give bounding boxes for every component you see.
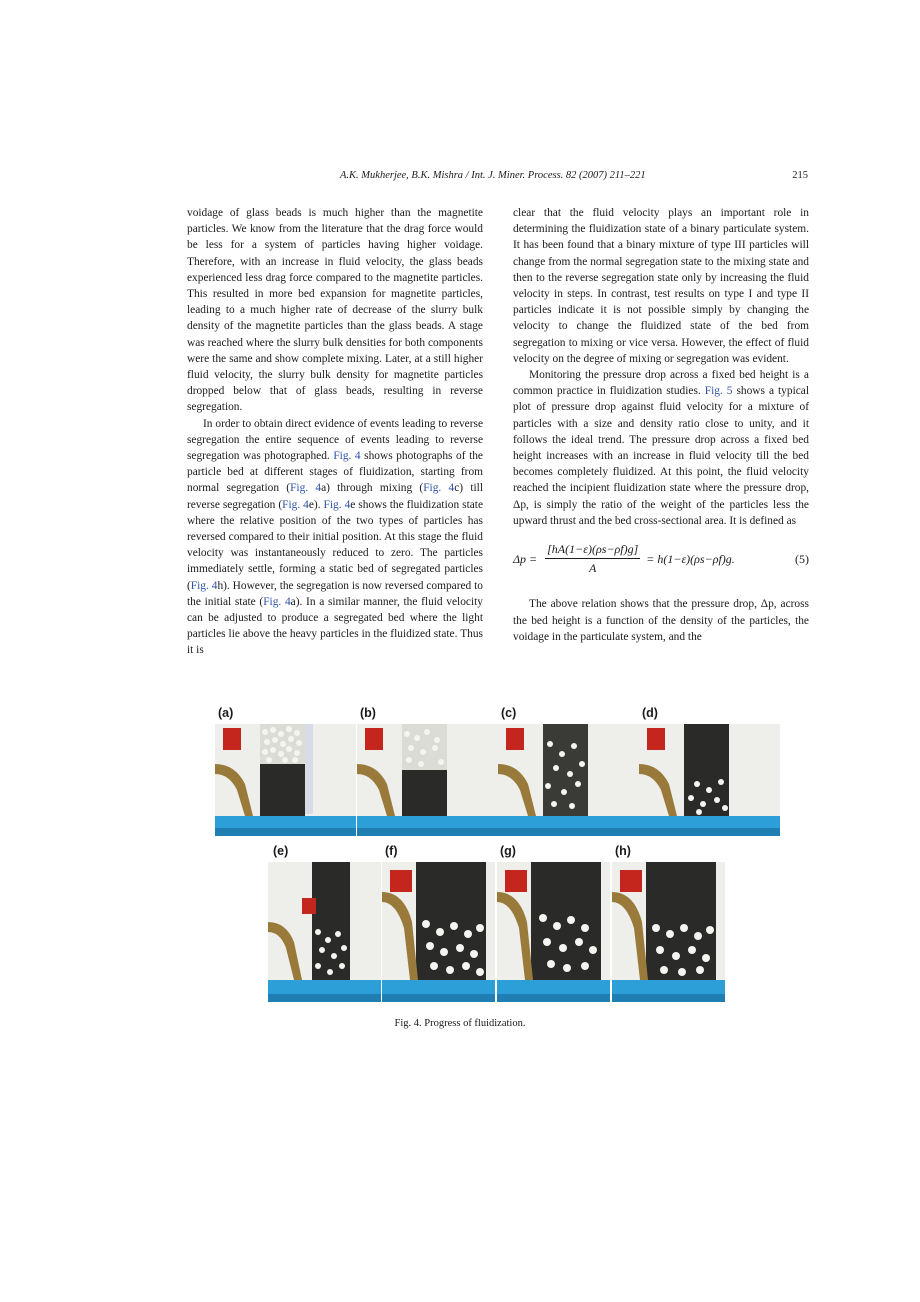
right-paragraph-2: Monitoring the pressure drop across a fixed bed height is a common practice in fluidization studies. Fig. 5 shows a typical plot of pressure drop against fluid velocity for a mixture of particles with a size and density ratio close to unity, and it follows the ideal trend. The pressure drop across a fixed bed height increases with an increase in fluid velocity till the bed becomes completely fluidized. At this point, the fluid velocity reached the incipient fluidization state where the pressure drop, Δp, is simply the ratio of the weight of the particles less the upward thrust and the bed cross-sectional area. It is defined as bbox=[513, 369, 810, 527]
panel-label: (h) bbox=[615, 844, 631, 858]
equation-rhs: = h(1−ε)(ρs−ρf)g. bbox=[646, 551, 735, 566]
photo-f bbox=[382, 862, 495, 1002]
equation-fraction bbox=[545, 541, 640, 576]
fig-4-link[interactable]: Fig. 4 bbox=[190, 579, 218, 592]
equation-denominator: A bbox=[589, 561, 597, 576]
panel-label: (g) bbox=[500, 844, 516, 858]
right-paragraph-3: The above relation shows that the pressure drop, Δp, across the bed height is a function of the density of the particles, the voidage in the particulate system, and the bbox=[513, 598, 809, 643]
running-header bbox=[340, 170, 808, 181]
panel-label: (b) bbox=[360, 706, 376, 720]
page-number: 215 bbox=[792, 170, 808, 181]
photo-a bbox=[215, 724, 356, 836]
fig-4-link[interactable]: Fig. 4 bbox=[323, 498, 351, 511]
equation-lhs: Δp = bbox=[513, 551, 538, 566]
panel-label: (e) bbox=[273, 844, 289, 858]
photo-g bbox=[497, 862, 610, 1002]
fig-4-link[interactable]: Fig. 4 bbox=[290, 482, 322, 495]
photo-e bbox=[268, 862, 381, 1002]
panel-label: (d) bbox=[642, 706, 658, 720]
panel-label: (f) bbox=[385, 844, 398, 858]
running-title: A.K. Mukherjee, B.K. Mishra / Int. J. Miner. Process. 82 (2007) 211–221 bbox=[340, 170, 646, 181]
equation-number: (5) bbox=[795, 551, 809, 566]
right-paragraph-1: clear that the fluid velocity plays an important role in determining the fluidization state of a binary particulate system. It has been found that a binary mixture of type III particles will change from the normal segregation state to the mixing state and then to the reverse segregation state only by increasing the fluid velocity in steps. In contrast, test results on type I and type II particles indicate it is not possible simply by changing the velocity to change the fluidized state of the bed from segregation to mixing or vice versa. However, the effect of fluid velocity on the degree of mixing or segregation was evident. bbox=[513, 207, 809, 365]
fig-4-link[interactable]: Fig. 4 bbox=[423, 482, 455, 495]
fig-4-link[interactable]: Fig. 4 bbox=[333, 450, 361, 463]
left-paragraph-1: voidage of glass beads is much higher than the magnetite particles. We know from the literature that the drag force would be less for a system of particles having higher voidage. Therefore, with an increase in fluid velocity, the glass beads experienced less drag force compared to the magnetite particles. This resulted in more bed expansion for magnetite particles, leading to a much higher rate of decrease of the slurry bulk density of the magnetite particles than the glass beads. A stage was reached where the slurry bulk densities for both components were the same and show complete mixing. Later, at a still higher fluid velocity, the slurry bulk density for magnetite particles dropped below that of glass beads, resulting in reverse segregation. bbox=[187, 207, 483, 414]
photo-d bbox=[639, 724, 780, 836]
panel-label: (a) bbox=[218, 706, 234, 720]
panel-label: (c) bbox=[501, 706, 517, 720]
left-paragraph-2: In order to obtain direct evidence of events leading to reverse segregation the entire sequence of events leading to reverse segregation was photographed. Fig. 4 shows photographs of the particle bed at different stages of fluidization, starting from normal segregation (Fig. 4a) through mixing (Fig. 4c) till reverse segregation (Fig. 4e). Fig. 4e shows the fluidization state where the relative position of the two types of particles has reversed compared to their initial position. At this stage the fluid velocity was instantaneously reduced to zero. The particles immediately settle, forming a static bed of segregated particles (Fig. 4h). However, the segregation is now reversed compared to the initial state (Fig. 4a). In a similar manner, the fluid velocity can be adjusted to produce a segregated bed where the light particles lie above the heavy particles in the fluidized state. Thus it is bbox=[187, 417, 484, 657]
equation-numerator: [hA(1−ε)(ρs−ρf)g] bbox=[545, 541, 640, 559]
right-column bbox=[513, 205, 809, 645]
figure-caption: Fig. 4. Progress of fluidization. bbox=[394, 1018, 526, 1029]
left-column bbox=[187, 205, 483, 659]
fig-4-link[interactable]: Fig. 4 bbox=[282, 498, 309, 511]
equation-5 bbox=[513, 541, 809, 576]
photo-h bbox=[612, 862, 725, 1002]
photo-c bbox=[498, 724, 639, 836]
photo-b bbox=[357, 724, 498, 836]
fig-5-link[interactable]: Fig. 5 bbox=[704, 385, 733, 398]
fig-4-link[interactable]: Fig. 4 bbox=[263, 595, 291, 608]
